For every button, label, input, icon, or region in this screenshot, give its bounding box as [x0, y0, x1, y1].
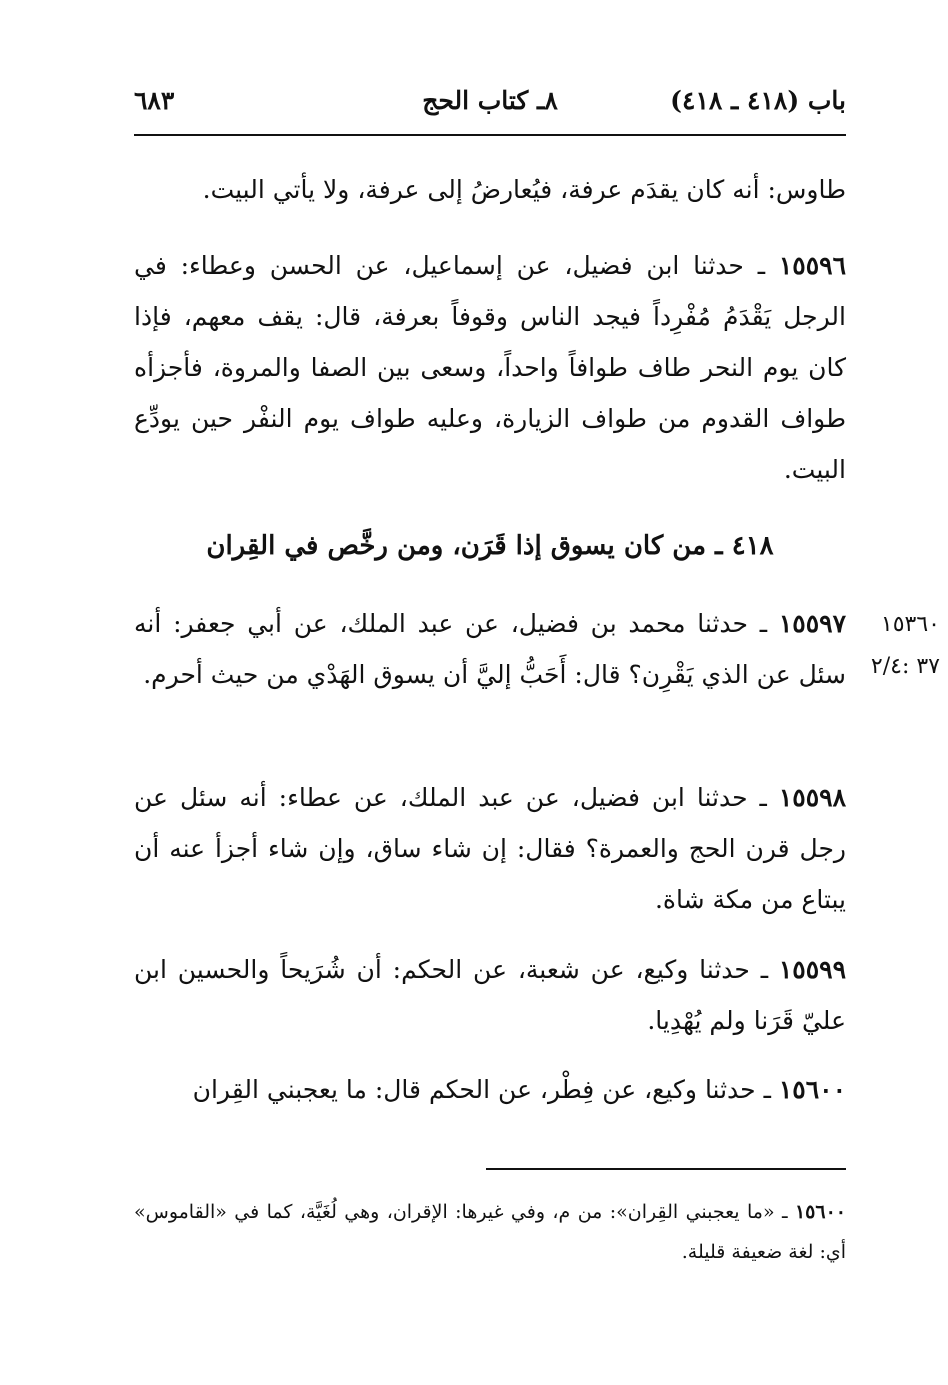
margin-note-2: ٣٧ :٢/٤ [870, 654, 940, 679]
hadith-15597 [134, 598, 846, 700]
footnote-rule [486, 1168, 846, 1170]
paragraph-continuation [134, 164, 846, 215]
hadith-number: ١٥٥٩٨ [778, 783, 846, 812]
hadith-number: ١٥٥٩٦ [778, 251, 846, 280]
hadith-text: ـ حدثنا وكيع، عن فِطْر، عن الحكم قال: ما يعجبني القِران [192, 1075, 771, 1104]
hadith-15596 [134, 240, 846, 495]
hadith-15598 [134, 772, 846, 925]
page-header [134, 86, 846, 126]
hadith-15599 [134, 944, 846, 1046]
paragraph-text: طاوس: أنه كان يقدَم عرفة، فيُعارضُ إلى عرفة، ولا يأتي البيت. [202, 175, 846, 204]
footnote-number: ١٥٦٠٠ [794, 1201, 846, 1223]
book-title: ٨ـ كتاب الحج [422, 86, 558, 115]
hadith-15600 [134, 1064, 846, 1115]
page-number: ٦٨٣ [134, 86, 175, 115]
hadith-number: ١٥٦٠٠ [778, 1075, 846, 1104]
hadith-text: ـ حدثنا ابن فضيل، عن إسماعيل، عن الحسن وعطاء: في الرجل يَقْدَمُ مُفْرِداً فيجد الناس وقوفاً بعرفة، قال: يقف معهم، فإذا كان يوم النحر طاف طوافاً واحداً، وسعى بين الصفا والمروة، فأجزأه طواف القدوم من طواف الزيارة، وعليه طواف يوم النفْر حين يودِّع البيت. [134, 251, 846, 484]
footnote [134, 1192, 846, 1272]
hadith-text: ـ حدثنا محمد بن فضيل، عن عبد الملك، عن أبي جعفر: أنه سئل عن الذي يَقْرِن؟ قال: أَحَبُّ إليَّ أن يسوق الهَدْي من حيث أحرم. [134, 609, 846, 689]
margin-note-1: ١٥٣٦٠ [880, 612, 940, 637]
section-title: ٤١٨ ـ من كان يسوق إذا قَرَن، ومن رخَّص في القِران [206, 531, 774, 561]
hadith-text: ـ حدثنا ابن فضيل، عن عبد الملك، عن عطاء: أنه سئل عن رجل قرن الحج والعمرة؟ فقال: إن شاء ساق، وإن شاء أجزأ عنه أن يبتاع من مكة شاة. [134, 783, 846, 914]
hadith-number: ١٥٥٩٩ [778, 955, 846, 984]
chapter-heading: باب (٤١٨ ـ ٤١٨) [670, 86, 846, 115]
hadith-text: ـ حدثنا وكيع، عن شعبة، عن الحكم: أن شُرَيحاً والحسين ابن عليّ قَرَنا ولم يُهْدِيا. [134, 955, 846, 1035]
header-rule [134, 134, 846, 136]
footnote-text: ـ «ما يعجبني القِران»: من م، وفي غيرها: الإقران، وهي لُغَيَّة، كما في «القاموس» أي: لغة ضعيفة قليلة. [134, 1201, 846, 1263]
hadith-number: ١٥٥٩٧ [778, 609, 846, 638]
